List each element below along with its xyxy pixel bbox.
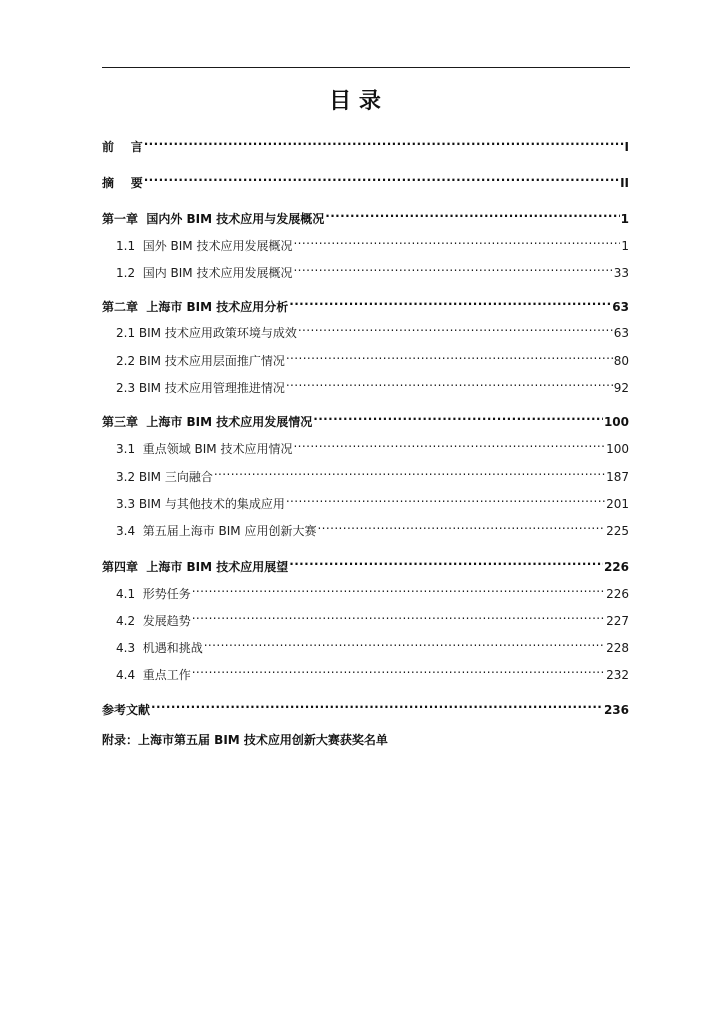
toc-section-entry[interactable]: [102, 461, 629, 484]
toc-page-number: I: [624, 140, 629, 154]
toc-page-number: 1: [621, 239, 629, 253]
toc-dot-leader: [313, 406, 603, 426]
toc-section-entry[interactable]: [102, 488, 629, 511]
toc-page-number: 187: [606, 470, 629, 484]
toc-section-entry[interactable]: [102, 257, 629, 280]
toc-page-number: 63: [613, 326, 629, 340]
toc-entry-label: 第一章 国内外 BIM 技术应用与发展概况: [102, 212, 325, 226]
toc-entry-label: 3.3 BIM 与其他技术的集成应用: [116, 497, 285, 511]
toc-section-entry[interactable]: [102, 372, 629, 395]
toc-dot-leader: [192, 578, 605, 598]
toc-chapter-entry[interactable]: [102, 551, 629, 574]
toc-dot-leader: [286, 488, 605, 508]
toc-page-number: 227: [606, 614, 629, 628]
toc-section-entry[interactable]: [102, 230, 629, 253]
toc-dot-leader: [293, 230, 620, 250]
toc-entry-label: 2.2 BIM 技术应用层面推广情况: [116, 354, 285, 368]
toc-section-entry[interactable]: [102, 433, 629, 456]
page-title: 目 录: [329, 88, 381, 114]
toc-chapter-entry[interactable]: [102, 291, 629, 314]
toc-entry-label: 3.2 BIM 三向融合: [116, 470, 213, 484]
toc-page-number: 228: [606, 641, 629, 655]
toc-page-number: 80: [613, 354, 629, 368]
toc-entry-label: 1.2 国内 BIM 技术应用发展概况: [116, 266, 293, 280]
toc-dot-leader: [293, 257, 612, 277]
top-rule: [102, 67, 630, 68]
toc-dot-leader: [293, 433, 605, 453]
toc-dot-leader: [325, 203, 619, 223]
toc-entry-label: 3.1 重点领域 BIM 技术应用情况: [116, 442, 293, 456]
toc-page-number: 100: [606, 442, 629, 456]
toc-section-entry[interactable]: [102, 605, 629, 628]
toc-entry-label: 附录：上海市第五届 BIM 技术应用创新大赛获奖名单: [102, 733, 388, 747]
toc-page-number: II: [620, 176, 629, 190]
toc-chapter-entry[interactable]: [102, 203, 629, 226]
toc-entry-label: 4.3 机遇和挑战: [116, 641, 203, 655]
toc-page-number: 33: [613, 266, 629, 280]
toc-entry-label: 1.1 国外 BIM 技术应用发展概况: [116, 239, 293, 253]
toc-entry-label: 3.4 第五届上海市 BIM 应用创新大赛: [116, 524, 317, 538]
toc-entry-label: 2.1 BIM 技术应用政策环境与成效: [116, 326, 297, 340]
toc-section-entry[interactable]: [102, 632, 629, 655]
toc-dot-leader: [204, 632, 605, 652]
toc-dot-leader: [151, 694, 603, 714]
toc-chapter-entry[interactable]: [102, 694, 629, 717]
toc-entry-label: 第二章 上海市 BIM 技术应用分析: [102, 300, 289, 314]
toc-dot-leader: [144, 167, 619, 187]
toc-section-entry[interactable]: [102, 659, 629, 682]
toc-entry-label: 参考文献: [102, 703, 151, 717]
toc-dot-leader: [317, 515, 605, 535]
toc-entry-label: 摘 要: [102, 176, 143, 190]
toc-dot-leader: [289, 551, 603, 571]
toc-chapter-entry[interactable]: [102, 167, 629, 190]
toc-page-number: 226: [603, 560, 629, 574]
toc-section-entry[interactable]: [102, 345, 629, 368]
toc-entry-label: 第三章 上海市 BIM 技术应用发展情况: [102, 415, 313, 429]
toc-entry-label: 第四章 上海市 BIM 技术应用展望: [102, 560, 289, 574]
toc-page-number: 232: [606, 668, 629, 682]
toc-page-number: 225: [606, 524, 629, 538]
toc-dot-leader: [298, 317, 613, 337]
toc-page-number: 92: [613, 381, 629, 395]
toc-dot-leader: [144, 131, 624, 151]
toc-page-number: 201: [606, 497, 629, 511]
toc-chapter-entry[interactable]: [102, 131, 629, 154]
toc-page-number: 236: [603, 703, 629, 717]
toc-dot-leader: [289, 291, 611, 311]
toc-page-number: 63: [612, 300, 629, 314]
toc-chapter-entry[interactable]: [102, 406, 629, 429]
toc-entry-label: 2.3 BIM 技术应用管理推进情况: [116, 381, 285, 395]
toc-dot-leader: [192, 605, 605, 625]
toc-section-entry[interactable]: [102, 317, 629, 340]
toc-section-entry[interactable]: [102, 578, 629, 601]
toc-entry-label: 4.2 发展趋势: [116, 614, 191, 628]
toc-entry-label: 前 言: [102, 140, 143, 154]
toc-dot-leader: [286, 345, 613, 365]
toc-page-number: 1: [620, 212, 629, 226]
toc-dot-leader: [192, 659, 605, 679]
toc-chapter-entry[interactable]: [102, 730, 629, 750]
toc-section-entry[interactable]: [102, 515, 629, 538]
toc-dot-leader: [214, 461, 605, 481]
toc-entry-label: 4.4 重点工作: [116, 668, 191, 682]
toc-entry-label: 4.1 形势任务: [116, 587, 191, 601]
toc-page-number: 100: [603, 415, 629, 429]
toc-page-number: 226: [606, 587, 629, 601]
toc-dot-leader: [286, 372, 613, 392]
